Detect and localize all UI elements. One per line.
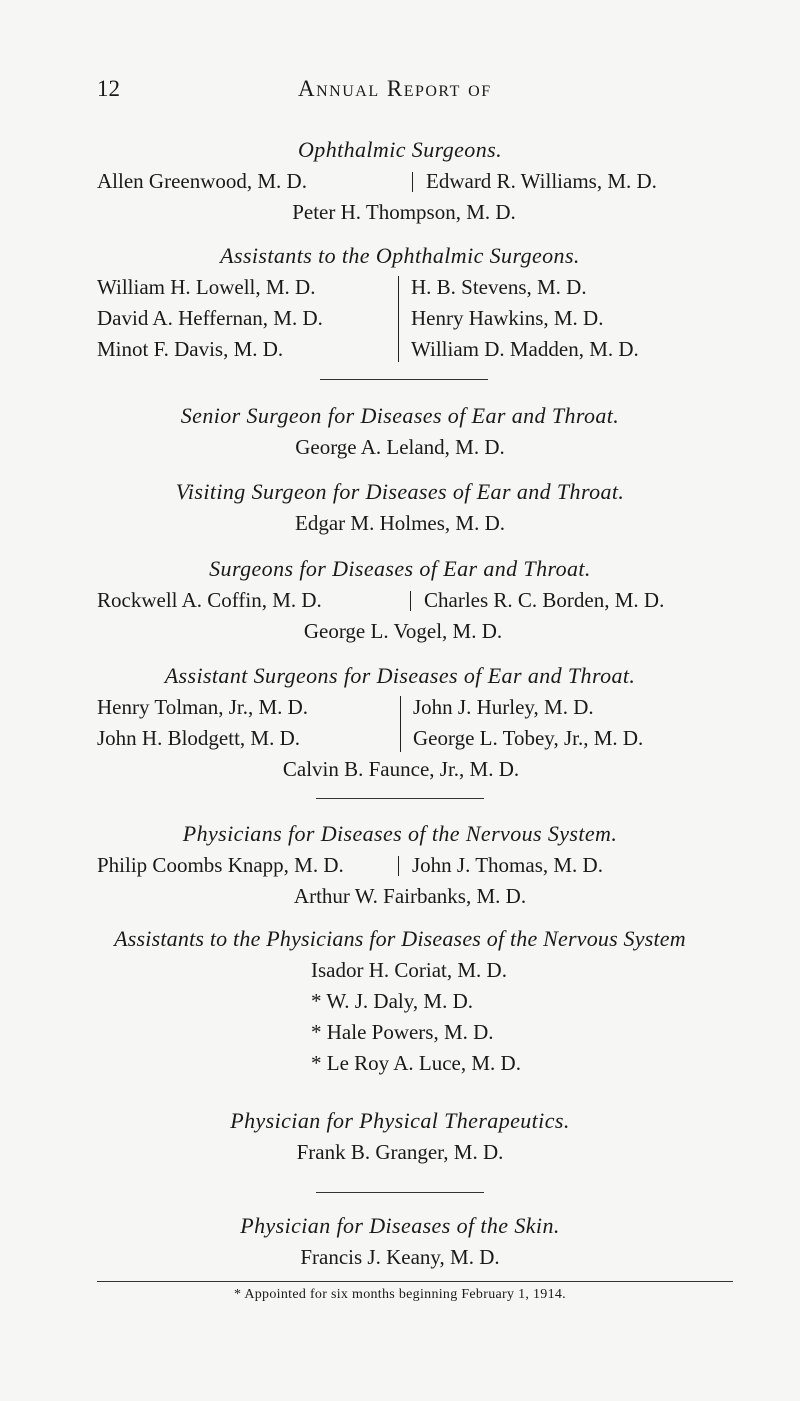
- name-left: Rockwell A. Coffin, M. D.: [97, 588, 322, 612]
- name-left: John H. Blodgett, M. D.: [97, 726, 301, 750]
- name-center: Arthur W. Fairbanks, M. D.: [293, 884, 527, 908]
- name-left: Minot F. Davis, M. D.: [97, 337, 284, 361]
- column-divider: [412, 172, 413, 192]
- section-skin-physician: [0, 1210, 800, 1273]
- name-left: Henry Tolman, Jr., M. D.: [97, 695, 309, 719]
- two-column-block: [0, 272, 800, 365]
- section-heading: Physician for Diseases of the Skin.: [240, 1213, 560, 1238]
- page-number: 12: [97, 76, 120, 101]
- name-right: William D. Madden, M. D.: [411, 337, 639, 361]
- section-senior-surgeon-ear-throat: [0, 400, 800, 463]
- name-center: Francis J. Keany, M. D.: [300, 1245, 500, 1269]
- name-right: H. B. Stevens, M. D.: [411, 275, 587, 299]
- name-item: * Le Roy A. Luce, M. D.: [311, 1051, 521, 1075]
- name-right: Charles R. C. Borden, M. D.: [424, 588, 665, 612]
- running-title: Annual Report of: [298, 76, 492, 101]
- section-heading: Visiting Surgeon for Diseases of Ear and Throat.: [175, 479, 625, 504]
- name-center: Calvin B. Faunce, Jr., M. D.: [282, 757, 520, 781]
- section-ophthalmic-surgeons: [0, 134, 800, 228]
- name-center: George L. Vogel, M. D.: [303, 619, 503, 643]
- name-item: Isador H. Coriat, M. D.: [311, 958, 507, 982]
- name-center: Edgar M. Holmes, M. D.: [295, 511, 505, 535]
- section-heading: Physicians for Diseases of the Nervous System.: [182, 821, 618, 846]
- section-ophthalmic-assistants: [0, 240, 800, 365]
- name-center: Frank B. Granger, M. D.: [296, 1140, 504, 1164]
- footnote: * Appointed for six months beginning February 1, 1914.: [234, 1287, 566, 1302]
- name-left: Philip Coombs Knapp, M. D.: [97, 853, 344, 877]
- section-rule: [316, 798, 484, 799]
- section-physical-therapeutics: [0, 1105, 800, 1168]
- name-left: Allen Greenwood, M. D.: [97, 169, 307, 193]
- section-nervous-system-assistants: [0, 923, 800, 1079]
- two-column-row: [0, 166, 800, 197]
- column-divider: [398, 856, 399, 876]
- section-nervous-system-physicians: [0, 818, 800, 912]
- two-column-row: [0, 585, 800, 616]
- footnote-rule: [97, 1281, 733, 1282]
- name-right: George L. Tobey, Jr., M. D.: [413, 726, 644, 750]
- name-center: Peter H. Thompson, M. D.: [292, 200, 516, 224]
- name-left: William H. Lowell, M. D.: [97, 275, 316, 299]
- name-left: David A. Heffernan, M. D.: [97, 306, 323, 330]
- name-item: * W. J. Daly, M. D.: [311, 989, 473, 1013]
- section-surgeons-ear-throat: [0, 553, 800, 647]
- section-assistant-surgeons-ear-throat: [0, 660, 800, 785]
- section-rule: [316, 1192, 484, 1193]
- section-visiting-surgeon-ear-throat: [0, 476, 800, 539]
- section-heading: Assistants to the Physicians for Diseases of the Nervous System: [114, 926, 686, 951]
- name-center: George A. Leland, M. D.: [295, 435, 505, 459]
- section-heading: Surgeons for Diseases of Ear and Throat.: [209, 556, 591, 581]
- section-heading: Assistant Surgeons for Diseases of Ear and Throat.: [164, 663, 636, 688]
- running-head: [0, 76, 800, 106]
- section-heading: Assistants to the Ophthalmic Surgeons.: [220, 243, 580, 268]
- name-right: John J. Thomas, M. D.: [412, 853, 603, 877]
- name-right: Henry Hawkins, M. D.: [411, 306, 604, 330]
- column-divider: [410, 591, 411, 611]
- two-column-block: [0, 692, 800, 754]
- section-heading: Senior Surgeon for Diseases of Ear and Throat.: [180, 403, 620, 428]
- name-right: John J. Hurley, M. D.: [413, 695, 594, 719]
- section-rule: [320, 379, 488, 380]
- two-column-row: [0, 850, 800, 881]
- section-heading: Physician for Physical Therapeutics.: [230, 1108, 570, 1133]
- section-heading: Ophthalmic Surgeons.: [298, 137, 502, 162]
- name-item: * Hale Powers, M. D.: [311, 1020, 494, 1044]
- name-right: Edward R. Williams, M. D.: [426, 169, 657, 193]
